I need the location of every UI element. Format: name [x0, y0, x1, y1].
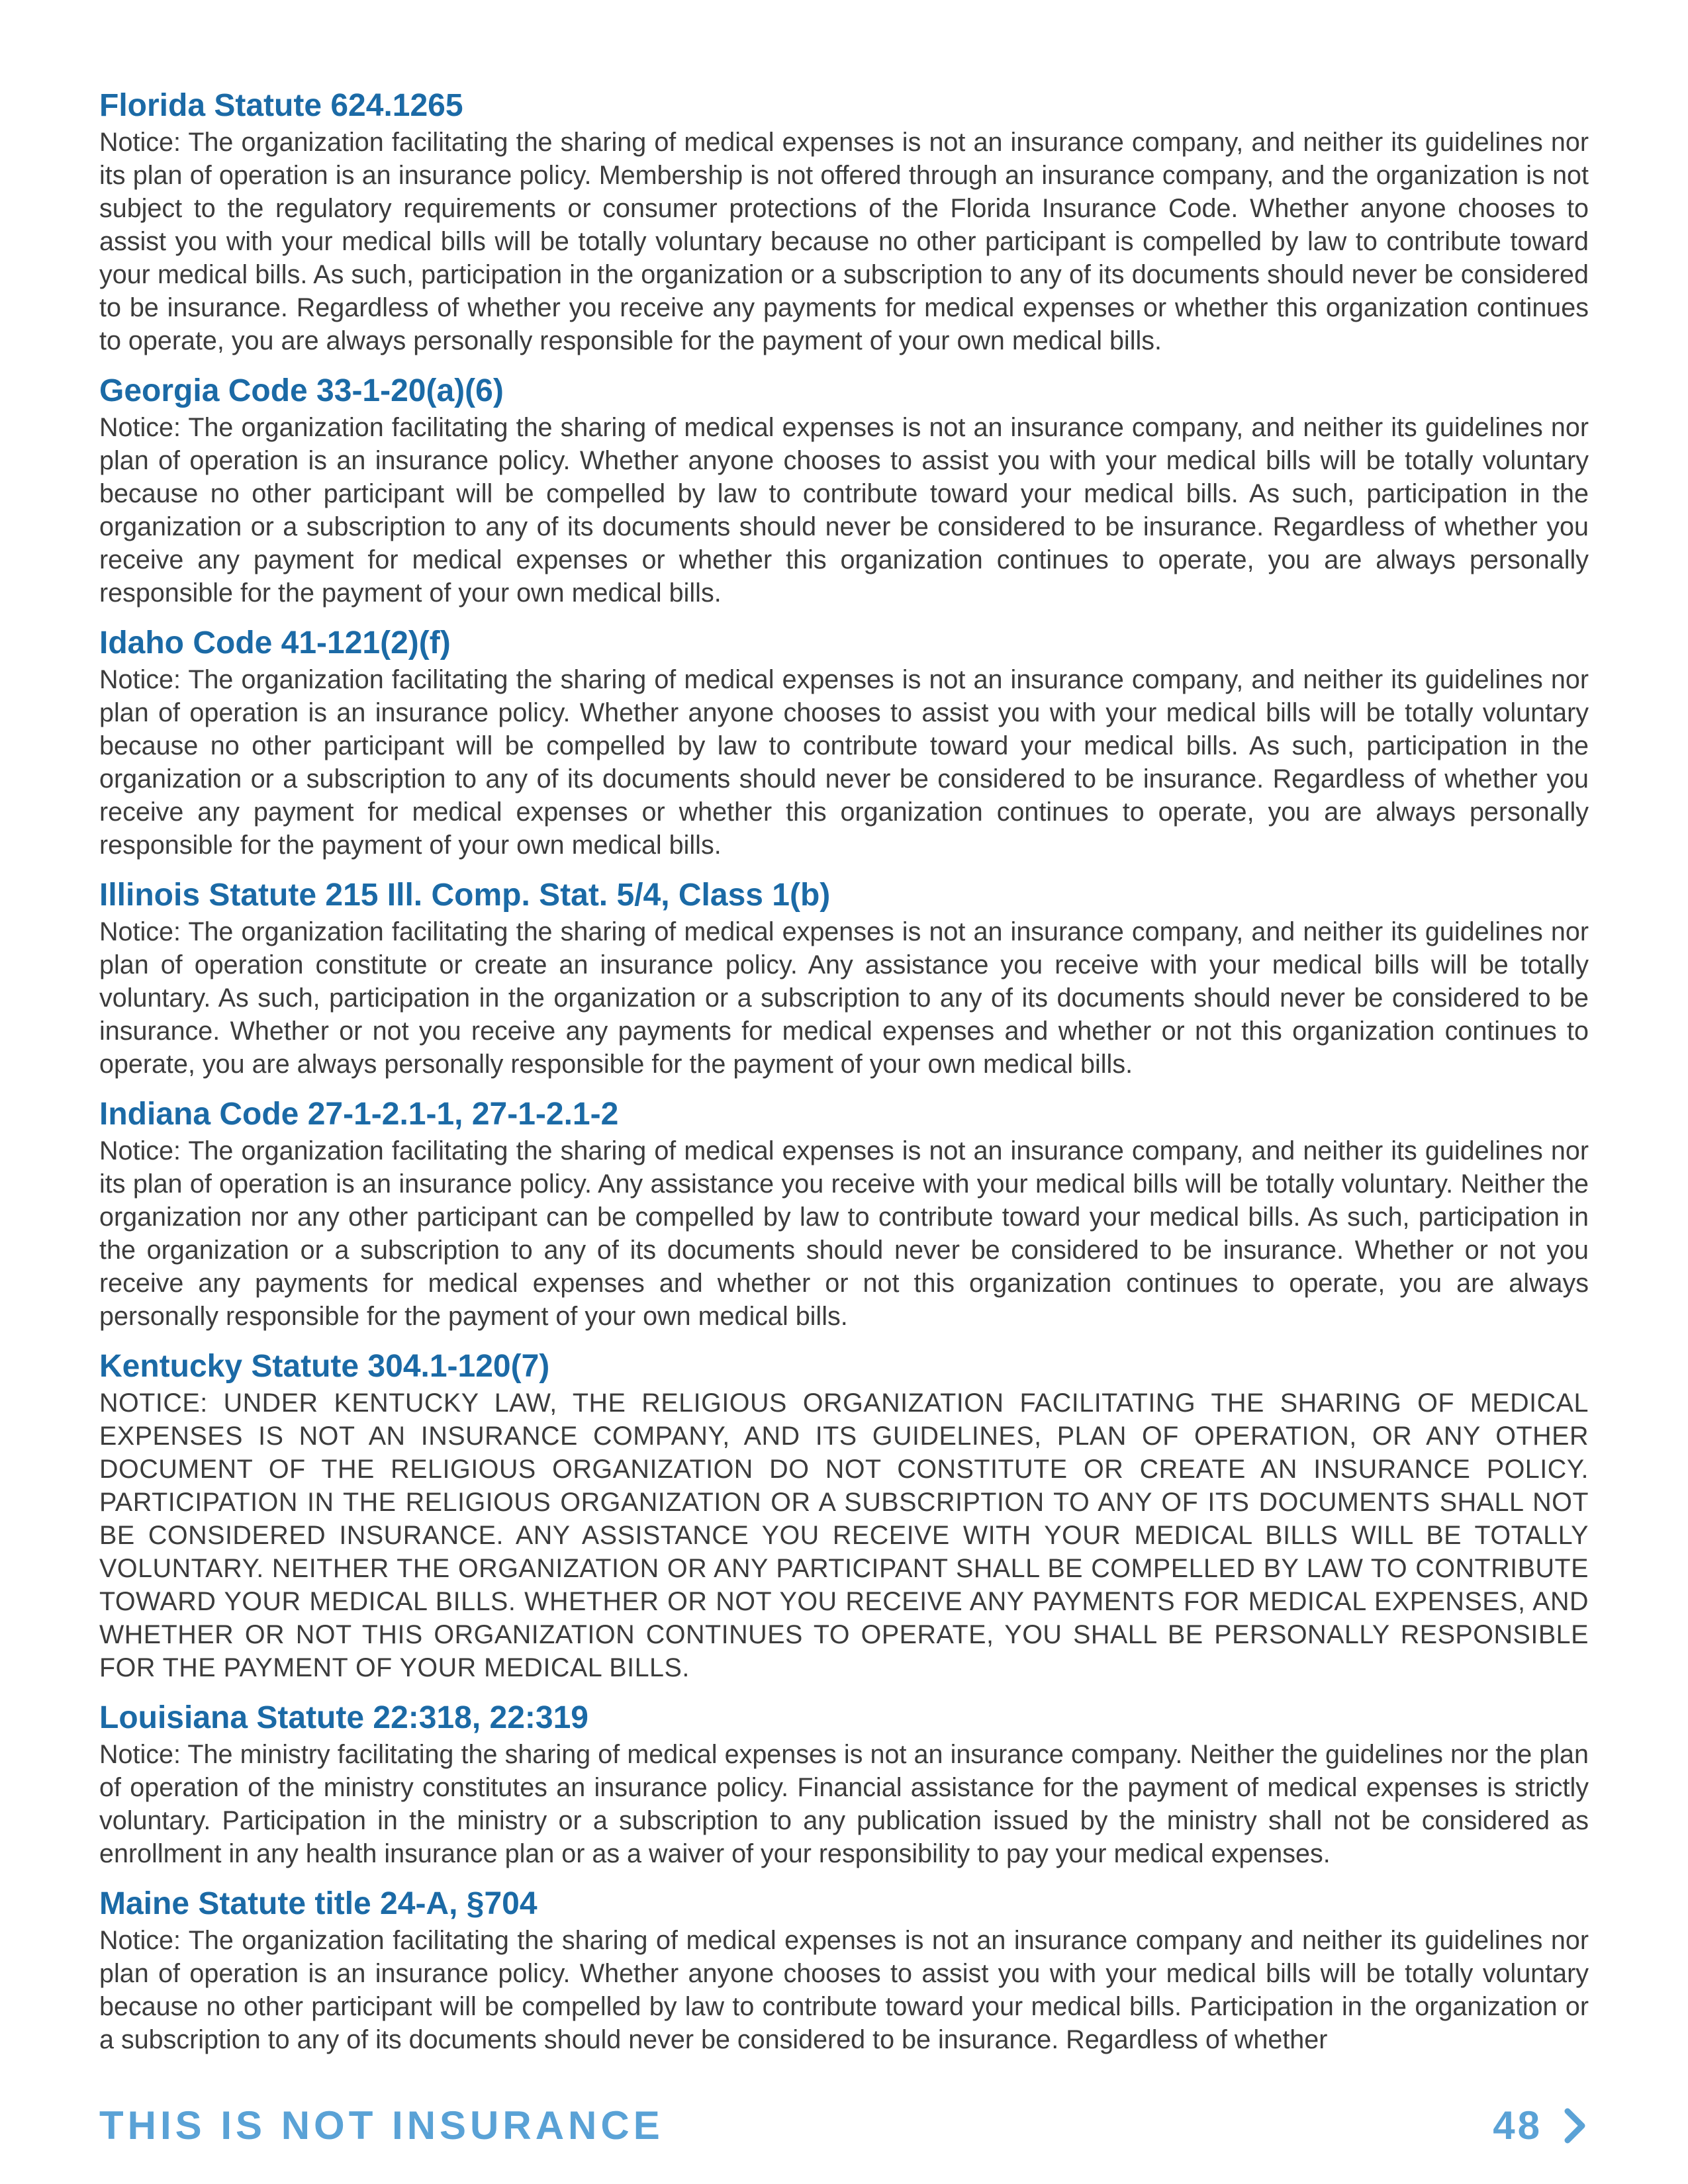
statute-section-kentucky — [99, 1347, 1589, 1684]
section-notice-text: Notice: The organization facilitating the sharing of medical expenses is not an insurance company, and neither its guidelines nor plan of operation constitute or create an insurance policy. Any assistance you receive with your medical bills will be totally voluntary. As such, participation in the organization or a subscription to any of its documents should never be considered to be insurance. Whether or not you receive any payments for medical expenses and whether or not this organization continues to operate, you are always personally responsible for the payment of your own medical bills. — [99, 917, 1589, 1079]
section-heading: Maine Statute title 24-A, §704 — [99, 1886, 538, 1921]
page-number: 48 — [1493, 2103, 1542, 2148]
statute-section-illinois — [99, 876, 1589, 1081]
section-heading: Idaho Code 41-121(2)(f) — [99, 625, 451, 660]
statute-section-georgia — [99, 371, 1589, 610]
section-heading: Indiana Code 27-1-2.1-1, 27-1-2.1-2 — [99, 1097, 619, 1132]
section-notice-text: Notice: The organization facilitating the sharing of medical expenses is not an insurance company, and neither its guidelines nor plan of operation is an insurance policy. Whether anyone chooses to assist you with your medical bills will be totally voluntary because no other participant will be compelled by law to contribute toward your medical bills. As such, participation in the organization or a subscription to any of its documents should never be considered to be insurance. Regardless of whether you receive any payment for medical expenses or whether this organization continues to operate, you are always personally responsible for the payment of your own medical bills. — [99, 413, 1589, 608]
page-footer — [99, 2097, 1589, 2152]
section-notice-text: Notice: The ministry facilitating the sharing of medical expenses is not an insurance company. Neither the guidelines nor the plan of operation of the ministry constitutes an insurance policy. Financial assistance for the payment of medical expenses is strictly voluntary. Participation in the ministry or a subscription to any publication issued by the ministry shall not be considered as enrollment in any health insurance plan or as a waiver of your responsibility to pay your medical expenses. — [99, 1740, 1589, 1868]
footer-pagination — [1493, 2102, 1589, 2150]
section-notice-text: Notice: The organization facilitating the sharing of medical expenses is not an insurance company and neither its guidelines nor plan of operation is an insurance policy. Whether anyone chooses to assist you with your medical bills will be totally voluntary because no other participant will be compelled by law to contribute toward your medical bills. Participation in the organization or a subscription to any of its documents should never be considered to be insurance. Regardless of whether — [99, 1926, 1589, 2054]
section-notice-text: NOTICE: UNDER KENTUCKY LAW, THE RELIGIOUS ORGANIZATION FACILITATING THE SHARING OF MEDICAL EXPENSES IS NOT AN INSURANCE COMPANY, AND ITS GUIDELINES, PLAN OF OPERATION, OR ANY OTHER DOCUMENT OF THE RELIGIOUS ORGANIZATION DO NOT CONSTITUTE OR CREATE AN INSURANCE POLICY. PARTICIPATION IN THE RELIGIOUS ORGANIZATION OR A SUBSCRIPTION TO ANY OF ITS DOCUMENTS SHALL NOT BE CONSIDERED INSURANCE. ANY ASSISTANCE YOU RECEIVE WITH YOUR MEDICAL BILLS WILL BE TOTALLY VOLUNTARY. NEITHER THE ORGANIZATION OR ANY PARTICIPANT SHALL BE COMPELLED BY LAW TO CONTRIBUTE TOWARD YOUR MEDICAL BILLS. WHETHER OR NOT YOU RECEIVE ANY PAYMENTS FOR MEDICAL EXPENSES, AND WHETHER OR NOT THIS ORGANIZATION CONTINUES TO OPERATE, YOU SHALL BE PERSONALLY RESPONSIBLE FOR THE PAYMENT OF YOUR MEDICAL BILLS. — [99, 1388, 1589, 1682]
footer-label: THIS IS NOT INSURANCE — [99, 2103, 664, 2148]
section-heading: Georgia Code 33-1-20(a)(6) — [99, 373, 504, 408]
document-body — [99, 86, 1589, 2070]
section-heading: Kentucky Statute 304.1-120(7) — [99, 1349, 550, 1384]
statute-section-florida — [99, 86, 1589, 357]
statute-section-louisiana — [99, 1698, 1589, 1870]
chevron-right-icon[interactable] — [1562, 2107, 1589, 2144]
statute-section-idaho — [99, 623, 1589, 862]
section-heading: Illinois Statute 215 Ill. Comp. Stat. 5/4, Class 1(b) — [99, 878, 831, 913]
section-notice-text: Notice: The organization facilitating the sharing of medical expenses is not an insurance company, and neither its guidelines nor its plan of operation is an insurance policy. Any assistance you receive with your medical bills will be totally voluntary. Neither the organization nor any other participant can be compelled by law to contribute toward your medical bills. As such, participation in the organization or a subscription to any of its documents should never be considered to be insurance. Whether or not you receive any payments for medical expenses and whether or not this organization continues to operate, you are always personally responsible for the payment of your own medical bills. — [99, 1136, 1589, 1331]
section-notice-text: Notice: The organization facilitating the sharing of medical expenses is not an insurance company, and neither its guidelines nor plan of operation is an insurance policy. Whether anyone chooses to assist you with your medical bills will be totally voluntary because no other participant will be compelled by law to contribute toward your medical bills. As such, participation in the organization or a subscription to any of its documents should never be considered to be insurance. Regardless of whether you receive any payment for medical expenses or whether this organization continues to operate, you are always personally responsible for the payment of your own medical bills. — [99, 665, 1589, 860]
section-notice-text: Notice: The organization facilitating the sharing of medical expenses is not an insurance company, and neither its guidelines nor its plan of operation is an insurance policy. Membership is not offered through an insurance company, and the organization is not subject to the regulatory requirements or consumer protections of the Florida Insurance Code. Whether anyone chooses to assist you with your medical bills will be totally voluntary because no other participant is compelled by law to contribute toward your medical bills. As such, participation in the organization or a subscription to any of its documents should never be considered to be insurance. Regardless of whether you receive any payments for medical expenses or whether this organization continues to operate, you are always personally responsible for the payment of your own medical bills. — [99, 128, 1589, 355]
section-heading: Louisiana Statute 22:318, 22:319 — [99, 1700, 588, 1735]
statute-section-maine — [99, 1884, 1589, 2056]
statute-section-indiana — [99, 1095, 1589, 1333]
section-heading: Florida Statute 624.1265 — [99, 88, 463, 123]
